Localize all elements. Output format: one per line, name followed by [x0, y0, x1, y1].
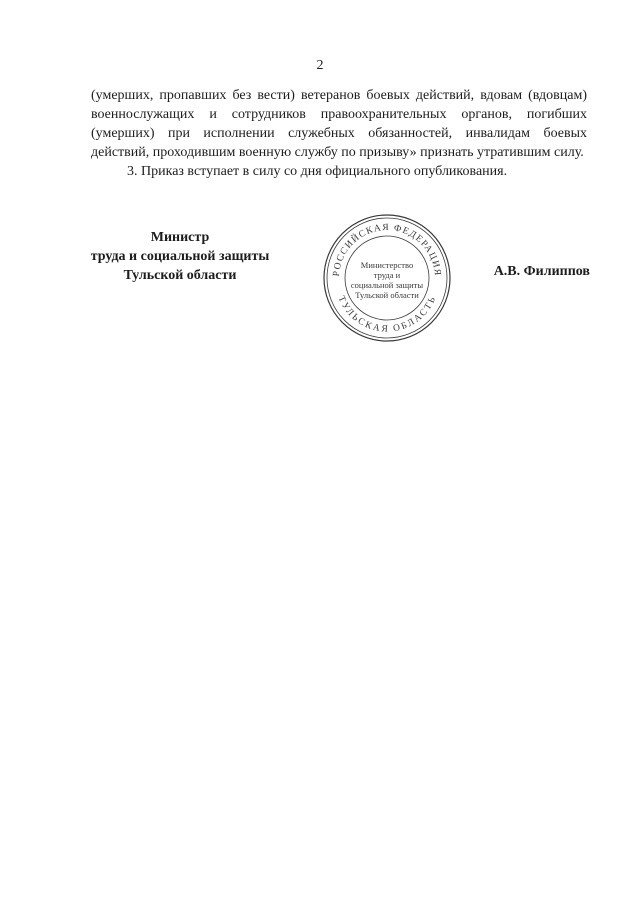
signatory-title-line-1: Министр: [150, 230, 210, 245]
signatory-name: А.В. Филиппов: [493, 264, 590, 279]
paragraph-continuation: (умерших, пропавших без вести) ветеранов боевых действий, вдовам (вдовцам) военнослужащих и сотрудников правоохранительных органов, погибших (умерших) при исполнении служебных обязанностей, инвалидам боевых действий, проходившим военную службу по призыву» признать утратившим силу.: [91, 88, 587, 160]
seal-inner-line-2: труда и: [373, 270, 401, 280]
seal-inner-line-1: Министерство: [360, 260, 414, 270]
official-seal-graphic: [319, 210, 455, 346]
seal-bottom-text: ТУЛЬСКАЯ ОБЛАСТЬ: [335, 294, 439, 335]
page-number: 2: [316, 58, 324, 73]
document-body: [91, 86, 587, 181]
official-seal: [319, 210, 455, 346]
signature-block: [0, 222, 640, 352]
seal-inner-line-3: социальной защиты: [350, 280, 424, 290]
signatory-title: [70, 228, 290, 285]
paragraph-item-3: 3. Приказ вступает в силу со дня официального опубликования.: [127, 164, 508, 179]
signatory-title-line-3: Тульской области: [123, 268, 237, 283]
seal-inner-line-4: Тульской области: [355, 290, 419, 300]
seal-top-text: РОССИЙСКАЯ ФЕДЕРАЦИЯ: [331, 222, 443, 277]
signatory-title-line-2: труда и социальной защиты: [90, 249, 270, 264]
